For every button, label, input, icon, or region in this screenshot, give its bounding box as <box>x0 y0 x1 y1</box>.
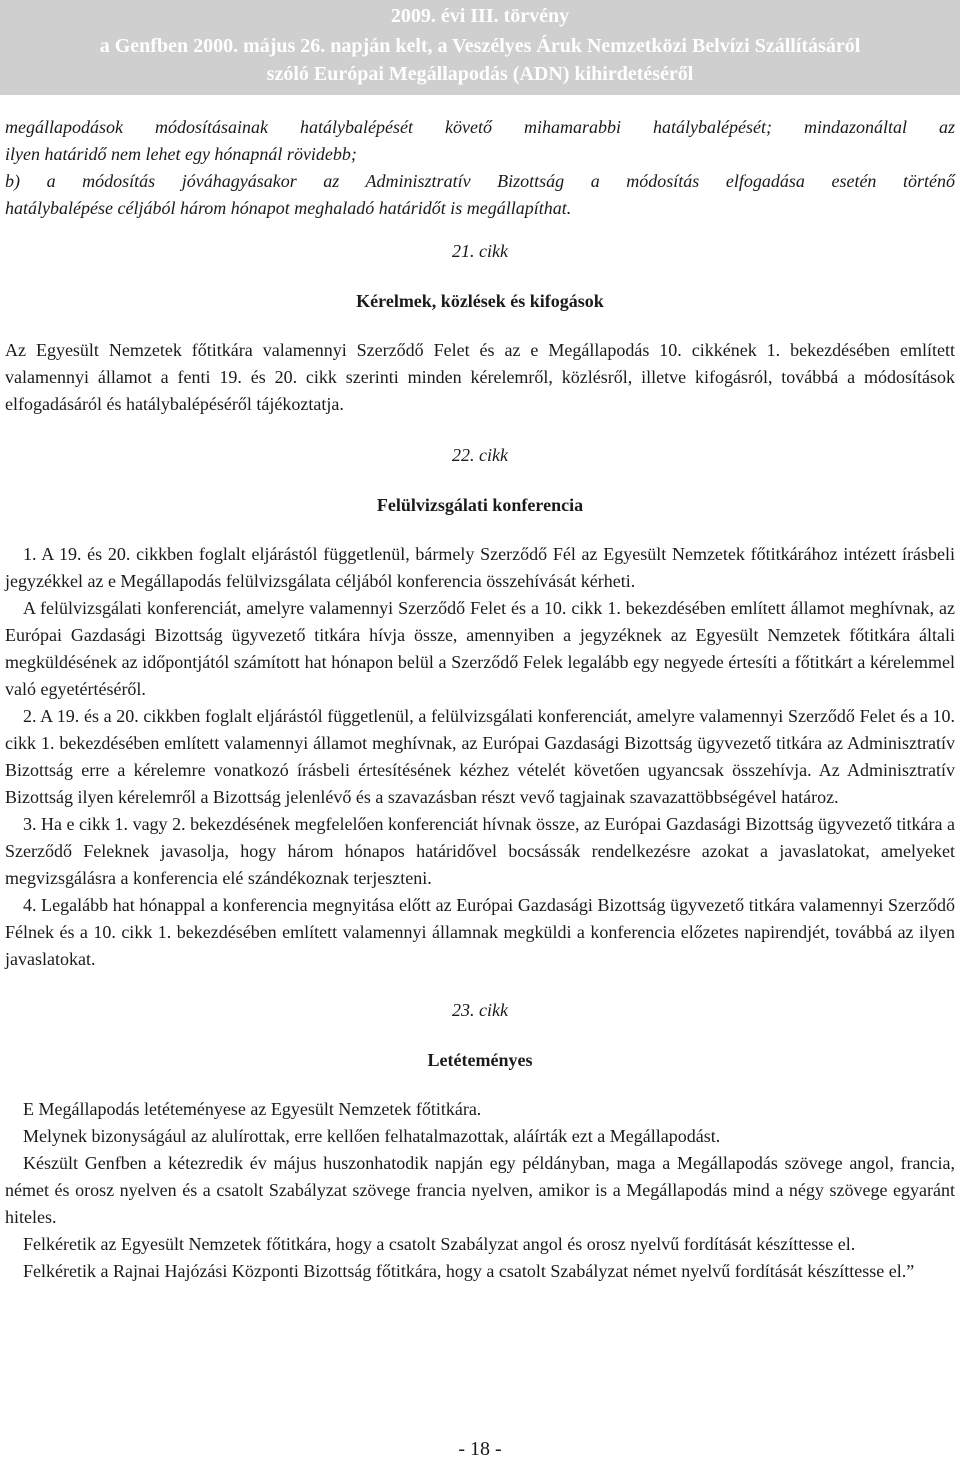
article-23-paragraph-2: Melynek bizonyságául az alulírottak, erre kellően felhatalmazottak, aláírták ezt a Megállapodást. <box>23 1126 721 1146</box>
article-23-paragraph-4: Felkéretik az Egyesült Nemzetek főtitkára, hogy a csatolt Szabályzat angol és orosz nyelvű fordítását készíttesse el. <box>23 1234 856 1254</box>
page-number: - 18 - <box>458 1438 502 1460</box>
header-line-2: a Genfben 2000. május 26. napján kelt, a Veszélyes Áruk Nemzetközi Belvízi Szállításáról <box>99 35 861 57</box>
point-b-text: a módosítás jóváhagyásakor az Adminisztratív Bizottság a módosítás elfogadása esetén történő <box>46 171 956 191</box>
article-22-number: 22. cikk <box>452 445 508 465</box>
article-22-title: Felülvizsgálati konferencia <box>376 495 584 515</box>
article-22-paragraph-2: 2. A 19. és a 20. cikkben foglalt eljárástól függetlenül, a felülvizsgálati konferenciát, amelyre valamennyi Szerződő Felet és a 10. cikk 1. bekezdésében említett valamennyi államot meghívnak, az Európai Gazdasági Bizottság ügyvezető titkára az Adminisztratív Bizottság erre a kérelemre vonatkozó írásbeli értesítésének kézhez vételét követően ugyancsak összehívja. Az Adminisztratív Bizottság ilyen kérelemről a Bizottság jelenlévő és a szavazásban részt vevő tagjainak szavazattöbbségével határoz. <box>5 706 955 807</box>
article-21-text: Az Egyesült Nemzetek főtitkára valamennyi Szerződő Felet és az e Megállapodás 10. cikkének 1. bekezdésében említett valamennyi államot a fenti 19. és 20. cikk szerinti minden kérelemről, közlésről, illetve kifogásról, továbbá a módosítások elfogadásáról és hatálybalépéséről tájékoztatja. <box>5 340 955 414</box>
article-21-title: Kérelmek, közlések és kifogások <box>356 291 604 311</box>
point-b-line-2: hatálybalépése céljából három hónapot meghaladó határidőt is megállapíthat. <box>5 198 572 218</box>
article-22-paragraph-3: 3. Ha e cikk 1. vagy 2. bekezdésének megfelelően konferenciát hívnak össze, az Európai Gazdasági Bizottság ügyvezető titkára a Szerződő Feleknek javasolja, hogy három hónapos határidővel bocsássák rendelkezésre azokat a javaslatokat, amelyeket megvizsgálásra a konferencia elé szándékoznak terjeszteni. <box>5 814 955 888</box>
article-23-title: Letéteményes <box>427 1050 533 1070</box>
point-b-line-1 <box>5 168 955 195</box>
point-b-marker: b) <box>5 171 20 191</box>
article-23-paragraph-1: E Megállapodás letéteményese az Egyesült Nemzetek főtitkára. <box>23 1099 482 1119</box>
document-body <box>5 114 955 1285</box>
document-header <box>0 0 960 95</box>
article-22-paragraph-4: 4. Legalább hat hónappal a konferencia megnyitása előtt az Európai Gazdasági Bizottság ügyvezető titkára valamennyi Szerződő Félnek és a 10. cikk 1. bekezdésében említett valamennyi államnak megküldi a konferencia előzetes napirendjét, továbbá az ilyen javaslatokat. <box>5 895 955 969</box>
article-23-paragraph-5: Felkéretik a Rajnai Hajózási Központi Bizottság főtitkára, hogy a csatolt Szabályzat német nyelvű fordítását készíttesse el.” <box>23 1261 915 1281</box>
intro-line-2: ilyen határidő nem lehet egy hónapnál rövidebb; <box>5 144 357 164</box>
article-21-number: 21. cikk <box>452 241 508 261</box>
header-line-3: szóló Európai Megállapodás (ADN) kihirdetéséről <box>266 63 694 85</box>
article-23-number: 23. cikk <box>452 1000 508 1020</box>
article-22-paragraph-1: 1. A 19. és 20. cikkben foglalt eljárástól függetlenül, bármely Szerződő Fél az Egyesült Nemzetek főtitkárához intézett írásbeli jegyzékkel az e Megállapodás felülvizsgálata céljából konferencia összehívását kérheti. <box>5 544 955 591</box>
intro-line-1: megállapodások módosításainak hatálybalépését követő mihamarabbi hatálybalépését; mindazonáltal az <box>5 117 955 137</box>
article-22-paragraph-1b: A felülvizsgálati konferenciát, amelyre valamennyi Szerződő Felet és a 10. cikk 1. bekezdésében említett államot meghívnak, az Európai Gazdasági Bizottság ügyvezető titkára hívja össze, amennyiben a jegyzéknek az Egyesült Nemzetek főtitkára általi megküldésének az időpontjától számított hat hónapon belül a Szerződő Felek legalább egy negyede értesíti a főtitkárt a kérelemmel való egyetértéséről. <box>5 598 955 699</box>
intro-block <box>5 114 955 222</box>
header-line-1: 2009. évi III. törvény <box>390 5 570 27</box>
article-23-paragraph-3: Készült Genfben a kétezredik év május huszonhatodik napján egy példányban, maga a Megállapodás szövege angol, francia, német és orosz nyelven és a csatolt Szabályzat szövege francia nyelven, amikor is a Megállapodás mind a négy szövege egyaránt hiteles. <box>5 1153 955 1227</box>
